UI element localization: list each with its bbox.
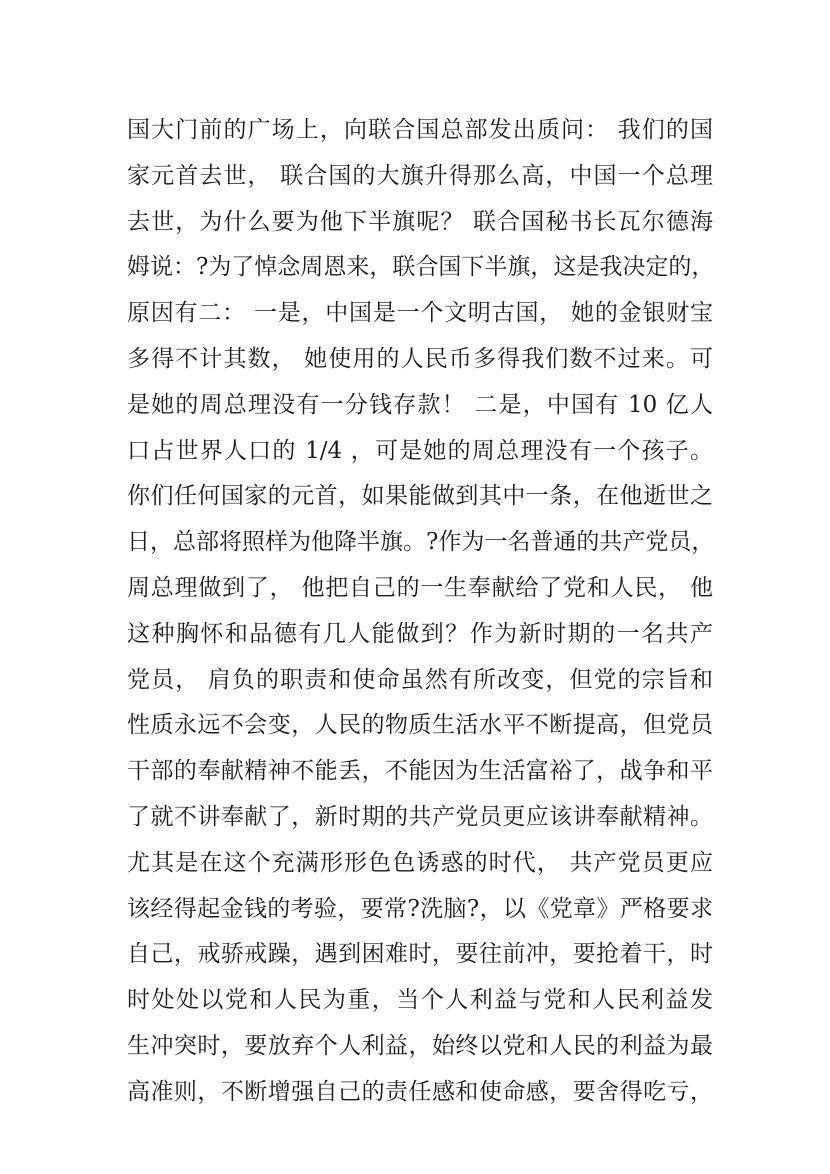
text-line: 周总理做到了， 他把自己的一生奉献给了党和人民， 他 xyxy=(127,574,713,601)
text-line: 家元首去世， 联合国的大旗升得那么高，中国一个总理 xyxy=(127,162,713,189)
text-line: 原因有二： 一是，中国是一个文明古国， 她的金银财宝 xyxy=(127,300,713,327)
text-line: 尤其是在这个充满形形色色诱惑的时代， 共产党员更应 xyxy=(127,849,713,876)
text-line: 时处处以党和人民为重，当个人利益与党和人民利益发 xyxy=(127,987,713,1014)
text-line: 党员， 肩负的职责和使命虽然有所改变，但党的宗旨和 xyxy=(127,666,713,693)
text-line: 干部的奉献精神不能丢，不能因为生活富裕了，战争和平 xyxy=(127,758,713,785)
document-body xyxy=(127,108,713,1116)
text-line: 高准则，不断增强自己的责任感和使命感，要舍得吃亏， xyxy=(127,1078,713,1105)
text-line: 口占世界人口的 1/4 ，可是她的周总理没有一个孩子。 xyxy=(127,437,713,464)
text-line: 性质永远不会变，人民的物质生活水平不断提高，但党员 xyxy=(127,712,713,739)
text-line: 是她的周总理没有一分钱存款！ 二是，中国有 10 亿人 xyxy=(127,391,713,418)
text-line: 日，总部将照样为他降半旗。?作为一名普通的共产党员， xyxy=(127,529,715,556)
text-line: 这种胸怀和品德有几人能做到？作为新时期的一名共产 xyxy=(127,620,713,647)
text-line: 自己，戒骄戒躁，遇到困难时，要往前冲，要抢着干，时 xyxy=(127,941,713,968)
text-line: 你们任何国家的元首，如果能做到其中一条，在他逝世之 xyxy=(127,483,713,510)
text-line: 生冲突时，要放弃个人利益，始终以党和人民的利益为最 xyxy=(127,1032,713,1059)
text-line: 去世，为什么要为他下半旗呢？ 联合国秘书长瓦尔德海 xyxy=(127,208,713,235)
text-line: 多得不计其数， 她使用的人民币多得我们数不过来。可 xyxy=(127,345,713,372)
text-line: 姆说：?为了悼念周恩来，联合国下半旗，这是我决定的， xyxy=(127,254,715,281)
text-line: 国大门前的广场上，向联合国总部发出质问： 我们的国 xyxy=(127,117,713,143)
text-line: 该经得起金钱的考验，要常?洗脑?，以《党章》严格要求 xyxy=(127,895,713,922)
text-line: 了就不讲奉献了，新时期的共产党员更应该讲奉献精神。 xyxy=(127,803,713,830)
